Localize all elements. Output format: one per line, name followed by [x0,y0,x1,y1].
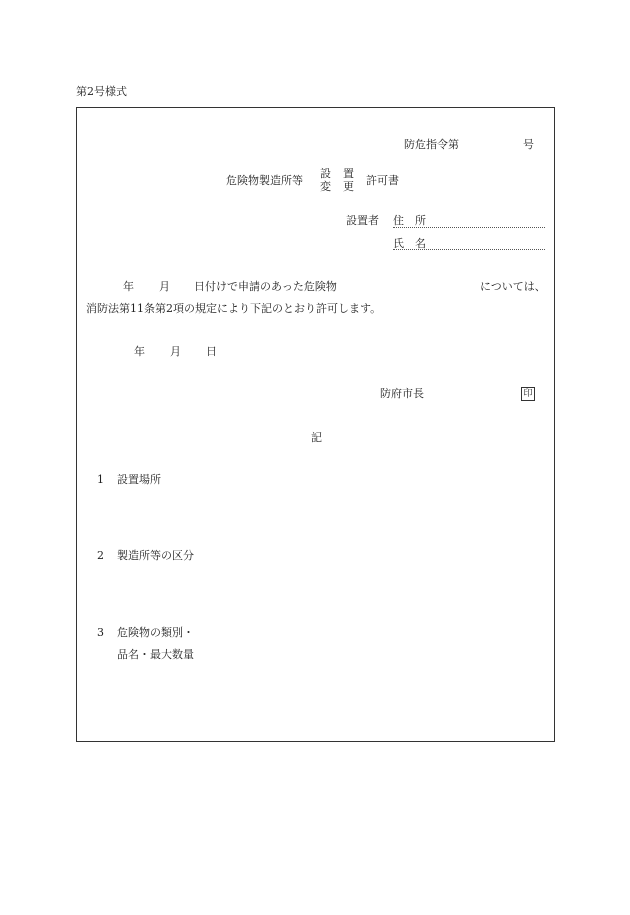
item-3-label: 危険物の類別・ [117,626,194,639]
installer-address-label: 住 所 [393,214,426,227]
ki-heading: 記 [311,431,322,444]
permit-form [76,107,555,742]
body-month: 月 [159,280,170,293]
installer-label: 設置者 [346,214,379,227]
permit-number-suffix: 号 [523,138,534,151]
title-option-top-right: 置 [343,167,354,180]
installer-name-line [393,249,545,250]
title-option-bottom-left: 変 [320,180,331,193]
title-tail: 許可書 [366,174,399,187]
permit-number-prefix: 防危指令第 [404,138,459,151]
item-2-label: 製造所等の区分 [117,549,194,562]
issue-year: 年 [134,345,145,358]
item-1-number: 1 [97,473,104,486]
form-label: 第2号様式 [76,85,127,98]
signer-title: 防府市長 [380,387,424,400]
installer-address-line [393,227,545,228]
body-year: 年 [123,280,134,293]
body-date-text: 日付けで申請のあった危険物 [194,280,337,293]
title-option-top-left: 設 [320,167,331,180]
title-lead: 危険物製造所等 [226,174,303,187]
title-option-bottom-right: 更 [343,180,354,193]
body-regarding: については、 [480,280,546,293]
installer-name-label: 氏 名 [393,237,426,250]
item-3-number: 3 [97,626,104,639]
issue-day: 日 [206,345,217,358]
body-line2: 消防法第11条第2項の規定により下記のとおり許可します。 [86,302,382,315]
item-2-number: 2 [97,549,104,562]
seal-stamp-box: 印 [521,387,535,401]
item-3-label-line2: 品名・最大数量 [117,648,194,661]
issue-month: 月 [170,345,181,358]
item-1-label: 設置場所 [117,473,161,486]
